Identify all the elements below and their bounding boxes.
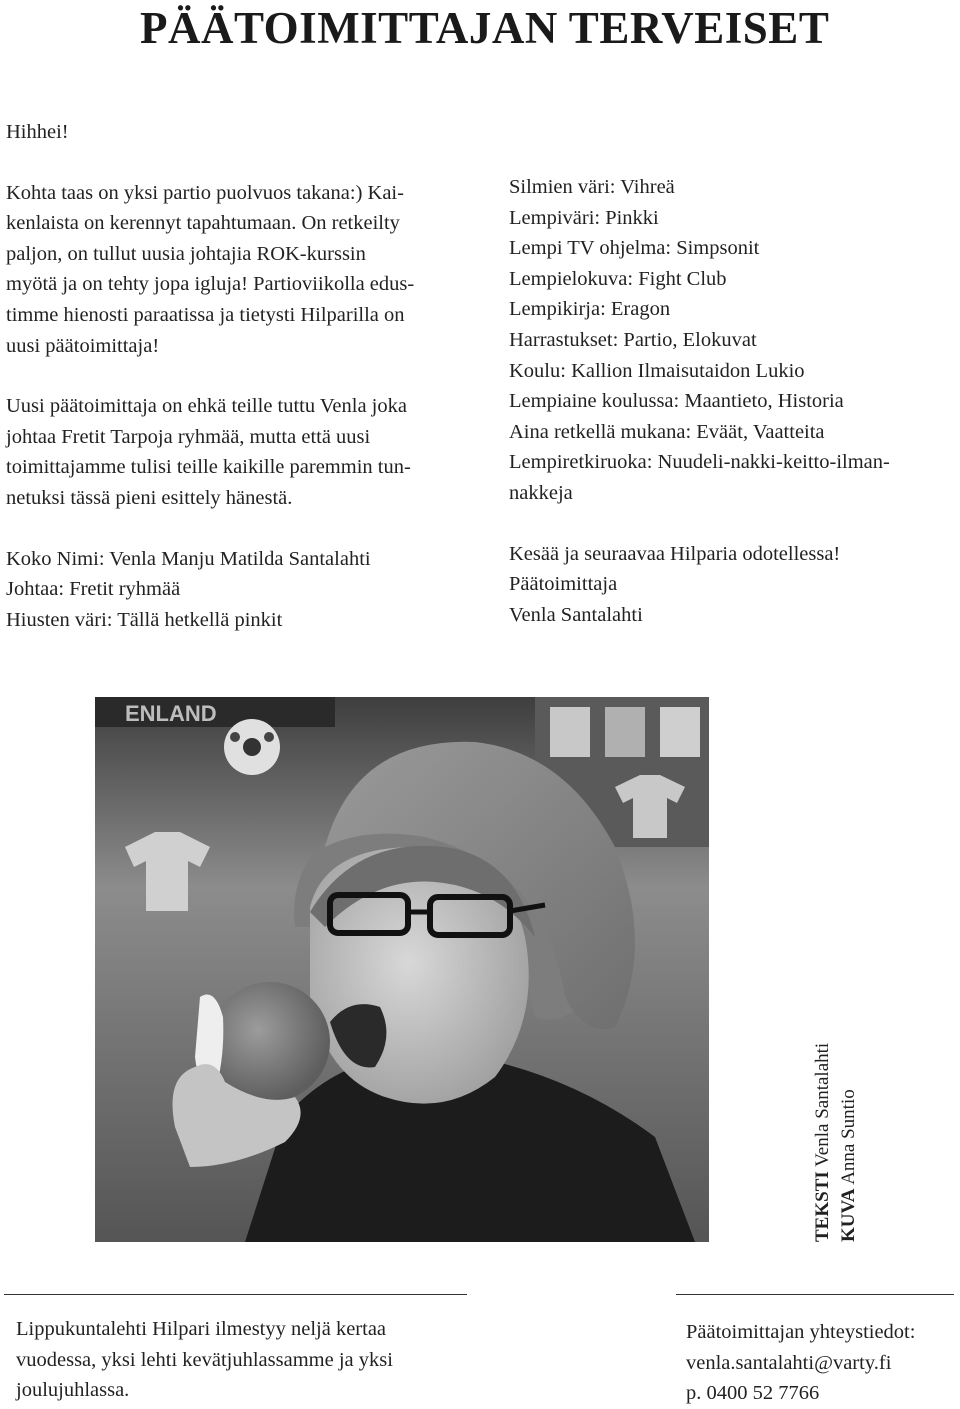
credit-photo-label: KUVA <box>838 1188 859 1242</box>
intro-line: myötä ja on tehty jopa igluja! Partioviikolla edus- <box>6 273 415 296</box>
profile-facts-left <box>6 544 488 636</box>
profile-fact: Lempikirja: Eragon <box>509 298 671 321</box>
footer-divider-right <box>676 1294 954 1295</box>
credit-photo-name: Anna Suntio <box>838 1089 859 1185</box>
publication-info-line: vuodessa, yksi lehti kevätjuhlassamme ja yksi <box>16 1348 393 1371</box>
profile-fact: Aina retkellä mukana: Eväät, Vaatteita <box>509 420 825 443</box>
editor-intro-paragraph <box>6 391 488 513</box>
editor-intro-line: Uusi päätoimittaja on ehkä teille tuttu Venla joka <box>6 395 407 418</box>
publication-info <box>16 1314 466 1406</box>
contact-heading: Päätoimittajan yhteystiedot: <box>686 1321 916 1343</box>
contact-phone: p. 0400 52 7766 <box>686 1382 820 1405</box>
credit-text-label: TEKSTI <box>812 1171 833 1242</box>
profile-fact: Lempielokuva: Fight Club <box>509 267 727 290</box>
editor-portrait-photo <box>95 697 709 1242</box>
editor-intro-line: netuksi tässä pieni esittely hänestä. <box>6 486 293 509</box>
profile-fact: Harrastukset: Partio, Elokuvat <box>509 328 757 351</box>
background-banner-text: ENLAND <box>125 701 217 726</box>
closing-role: Päätoimittaja <box>509 573 618 596</box>
closing-name: Venla Santalahti <box>509 603 643 626</box>
intro-line: timme hienosti paraatissa ja tietysti Hilparilla on <box>6 303 405 326</box>
page-title: PÄÄTOIMITTAJAN TERVEISET <box>140 3 830 53</box>
profile-fact: Hiusten väri: Tällä hetkellä pinkit <box>6 608 283 631</box>
profile-facts-right <box>509 172 959 509</box>
profile-fact: Lempiretkiruoka: Nuudeli-nakki-keitto-ilman- <box>509 451 890 474</box>
profile-fact: Lempiaine koulussa: Maantieto, Historia <box>509 390 844 413</box>
closing-signature <box>509 539 959 631</box>
intro-paragraph <box>6 178 488 362</box>
left-column <box>6 117 488 635</box>
intro-line: kenlaista on kerennyt tapahtumaan. On retkeilty <box>6 212 400 235</box>
editor-intro-line: johtaa Fretit Tarpoja ryhmää, mutta että uusi <box>6 425 371 448</box>
publication-info-line: Lippukuntalehti Hilpari ilmestyy neljä kertaa <box>16 1318 387 1340</box>
profile-fact: Johtaa: Fretit ryhmää <box>6 578 181 601</box>
footer-divider-left <box>4 1294 467 1295</box>
editor-intro-line: toimittajamme tulisi teille kaikille paremmin tun- <box>6 456 411 479</box>
editor-contact <box>686 1317 960 1409</box>
right-column <box>509 172 959 630</box>
profile-fact: Lempiväri: Pinkki <box>509 206 659 229</box>
profile-fact: Koko Nimi: Venla Manju Matilda Santalahti <box>6 547 371 570</box>
credit-photo <box>836 1043 862 1242</box>
intro-line: uusi päätoimittaja! <box>6 334 160 357</box>
intro-line: paljon, on tullut uusia johtajia ROK-kurssin <box>6 242 366 265</box>
profile-fact: Silmien väri: Vihreä <box>509 176 675 198</box>
profile-fact: Lempi TV ohjelma: Simpsonit <box>509 237 760 260</box>
publication-info-line: joulujuhlassa. <box>16 1379 130 1402</box>
profile-fact: Koulu: Kallion Ilmaisutaidon Lukio <box>509 359 805 382</box>
greeting: Hihhei! <box>6 121 69 143</box>
closing-line: Kesää ja seuraavaa Hilparia odotellessa! <box>509 542 841 565</box>
intro-line: Kohta taas on yksi partio puolvuos takana:) Kai- <box>6 181 404 204</box>
profile-fact: nakkeja <box>509 481 573 504</box>
portrait-photo-icon <box>95 697 709 1242</box>
credit-text <box>810 1043 836 1242</box>
contact-email: venla.santalahti@varty.fi <box>686 1351 892 1374</box>
credit-text-name: Venla Santalahti <box>812 1042 833 1167</box>
